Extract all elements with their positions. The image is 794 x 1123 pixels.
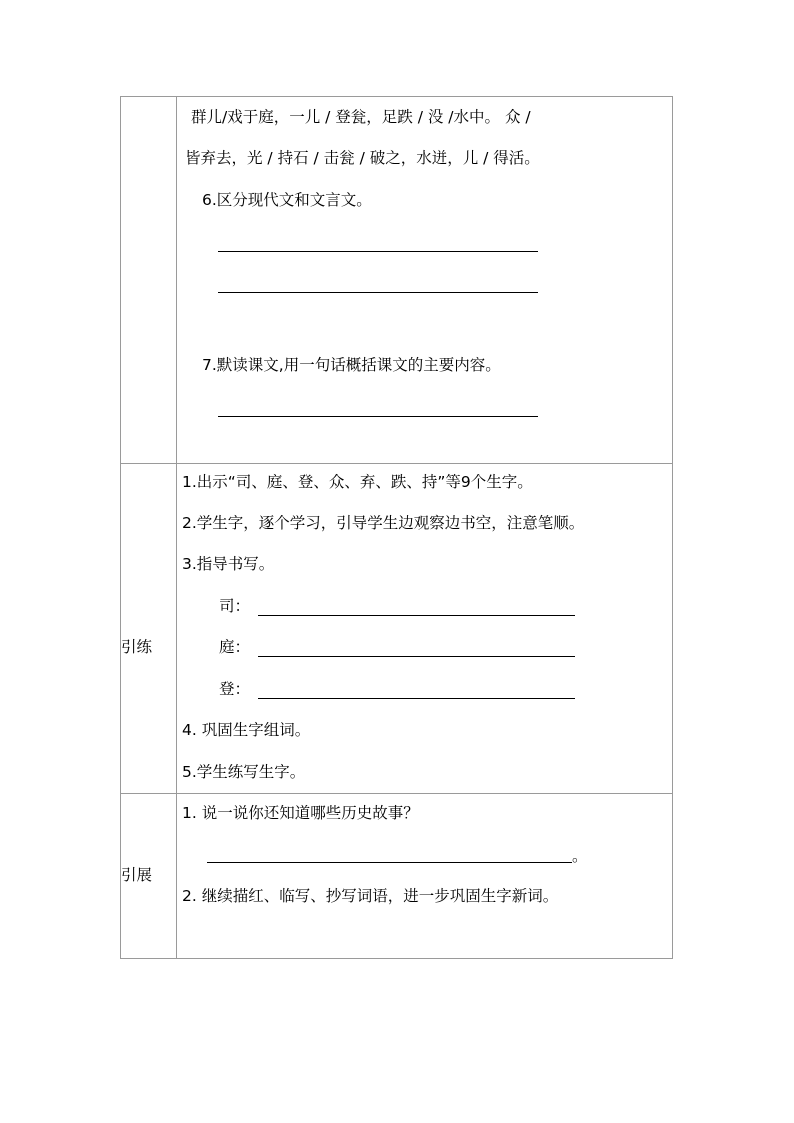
period-mark: 。	[572, 847, 588, 865]
row-label-yinzhan: 引展	[121, 866, 153, 884]
extension-item-2: 2. 继续描红、临写、抄写词语，进一步巩固生字新词。	[182, 887, 559, 905]
practice-item-2: 2.学生字，逐个学习，引导学生边观察边书空，注意笔顺。	[182, 514, 585, 532]
row-divider	[121, 793, 672, 794]
practice-item-5: 5.学生练写生字。	[182, 763, 306, 781]
row-divider	[121, 463, 672, 464]
extension-item-1: 1. 说一说你还知道哪些历史故事？	[182, 804, 419, 822]
char-label-deng: 登：	[219, 680, 251, 698]
question-7: 7.默读课文,用一句话概括课文的主要内容。	[202, 356, 501, 374]
practice-item-3: 3.指导书写。	[182, 555, 275, 573]
text-line-1: 群儿/戏于庭，一儿 / 登瓮，足跌 / 没 /水中。 众 /	[191, 108, 531, 126]
column-divider	[176, 97, 177, 958]
row-label-yinlian: 引练	[121, 638, 153, 656]
char-label-si: 司：	[219, 597, 251, 615]
text-line-2: 皆弃去，光 / 持石 / 击瓮 / 破之，水迸，儿 / 得活。	[185, 149, 540, 167]
practice-item-1: 1.出示“司、庭、登、众、弃、跌、持”等9个生字。	[182, 473, 533, 491]
question-6: 6.区分现代文和文言文。	[202, 191, 372, 209]
writing-line	[258, 656, 575, 657]
answer-line	[218, 292, 538, 293]
practice-item-4: 4. 巩固生字组词。	[182, 721, 311, 739]
writing-line	[258, 615, 575, 616]
answer-line	[218, 251, 538, 252]
char-label-ting: 庭：	[219, 638, 251, 656]
writing-line	[258, 698, 575, 699]
answer-line	[207, 862, 572, 863]
answer-line	[218, 416, 538, 417]
